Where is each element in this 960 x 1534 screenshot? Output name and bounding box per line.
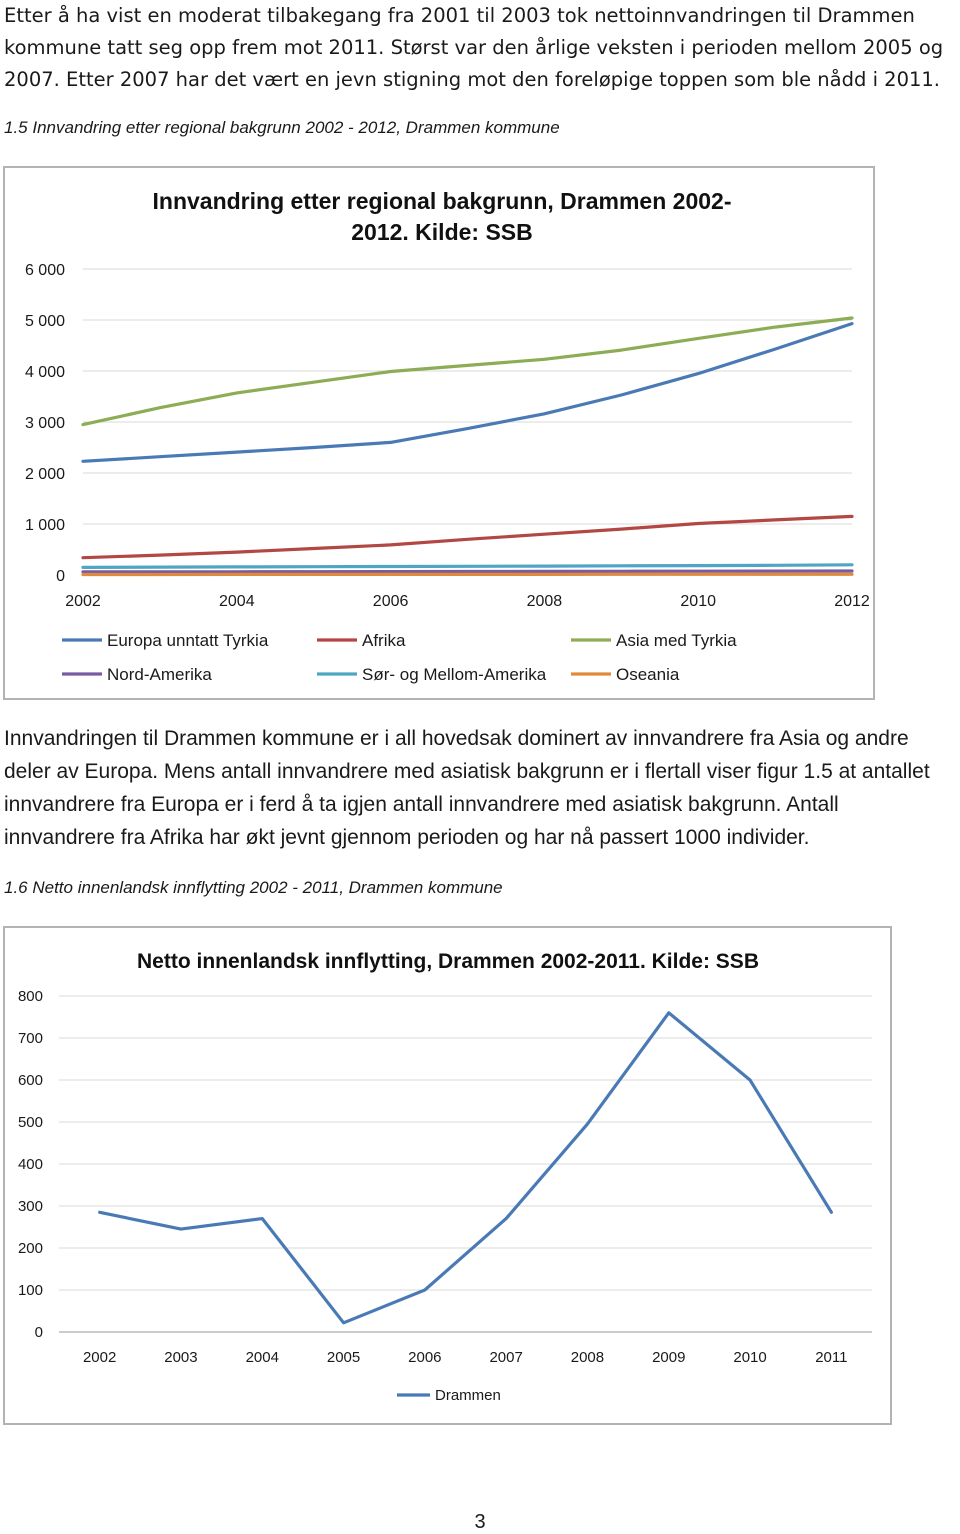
y-tick-label: 0	[34, 1324, 43, 1341]
legend-label-s-r-og-mellom-amerika: Sør- og Mellom-Amerika	[362, 665, 547, 684]
y-tick-label: 5 000	[24, 313, 65, 330]
chart-title: Netto innenlandsk innflytting, Drammen 2002-2011. Kilde: SSB	[137, 950, 759, 973]
legend-label-europa-unntatt-tyrkia: Europa unntatt Tyrkia	[107, 631, 269, 650]
y-tick-label: 800	[17, 988, 43, 1005]
body-paragraph: Innvandringen til Drammen kommune er i all hovedsak dominert av innvandrere fra Asia og andre deler av Europa. Mens antall innvandrere med asiatisk bakgrunn er i flertall viser figur 1.5 at antallet innvandrere fra Europa er i ferd å ta igjen antall innvandrere med asiatisk bakgrunn. Antall innvandrere fra Afrika har økt jevnt gjennom perioden og har nå passert 1000 individer.	[4, 727, 930, 849]
page-number: 3	[474, 1511, 486, 1533]
x-tick-label: 2009	[652, 1349, 686, 1366]
x-tick-label: 2012	[834, 593, 870, 610]
x-tick-label: 2007	[489, 1349, 523, 1366]
chart-netto-innflytting-svg	[5, 928, 890, 1423]
legend-label-oseania: Oseania	[616, 665, 680, 684]
x-tick-label: 2011	[815, 1349, 848, 1366]
y-tick-label: 1 000	[24, 517, 65, 534]
x-tick-label: 2003	[164, 1349, 198, 1366]
y-tick-label: 4 000	[24, 364, 65, 381]
series-line-nord-amerika	[83, 571, 852, 572]
y-tick-label: 500	[17, 1114, 43, 1131]
x-tick-label: 2008	[526, 593, 563, 610]
intro-paragraph: Etter å ha vist en moderat tilbakegang fra 2001 til 2003 tok nettoinnvandringen til Drammen kommune tatt seg opp frem mot 2011. Størst var den årlige veksten i perioden mellom 2005 og 2007. Etter 2007 har det vært en jevn stigning mot den foreløpige toppen som ble nådd i 2011.	[4, 4, 944, 91]
series-line-afrika	[83, 516, 852, 557]
x-tick-label: 2004	[219, 593, 255, 610]
figure-caption-1-5: 1.5 Innvandring etter regional bakgrunn 2002 - 2012, Drammen kommune	[4, 118, 560, 137]
y-tick-label: 3 000	[24, 415, 65, 432]
x-tick-label: 2006	[408, 1349, 442, 1366]
x-tick-label: 2002	[65, 593, 101, 610]
y-tick-label: 2 000	[24, 466, 65, 483]
x-tick-label: 2010	[680, 593, 716, 610]
y-tick-label: 100	[17, 1282, 43, 1299]
y-tick-label: 6 000	[24, 262, 65, 279]
figure-caption-1-6: 1.6 Netto innenlandsk innflytting 2002 - 2011, Drammen kommune	[4, 878, 503, 897]
x-tick-label: 2010	[733, 1349, 767, 1366]
y-tick-label: 300	[17, 1198, 43, 1215]
legend-label-afrika: Afrika	[362, 631, 406, 650]
y-tick-label: 600	[17, 1072, 43, 1089]
legend-label-asia-med-tyrkia: Asia med Tyrkia	[616, 631, 737, 650]
chart-title-line-2: 2012. Kilde: SSB	[351, 219, 533, 245]
series-line-s-r-og-mellom-amerika	[83, 565, 852, 568]
x-tick-label: 2005	[326, 1349, 361, 1366]
y-tick-label: 0	[56, 568, 65, 585]
x-tick-label: 2008	[570, 1349, 605, 1366]
chart-innvandring	[3, 166, 875, 700]
y-tick-label: 700	[17, 1030, 43, 1047]
series-line-drammen	[100, 1013, 832, 1323]
chart-innvandring-svg	[5, 168, 873, 698]
x-tick-label: 2004	[245, 1349, 279, 1366]
series-line-europa-unntatt-tyrkia	[83, 324, 852, 462]
chart-title-line-1: Innvandring etter regional bakgrunn, Drammen 2002-	[152, 188, 732, 214]
legend-label-nord-amerika: Nord-Amerika	[107, 665, 212, 684]
x-tick-label: 2006	[372, 593, 409, 610]
chart-netto-innflytting	[3, 926, 892, 1425]
legend-label-drammen: Drammen	[435, 1387, 501, 1404]
x-tick-label: 2002	[82, 1349, 117, 1366]
y-tick-label: 200	[17, 1240, 43, 1257]
y-tick-label: 400	[17, 1156, 43, 1173]
